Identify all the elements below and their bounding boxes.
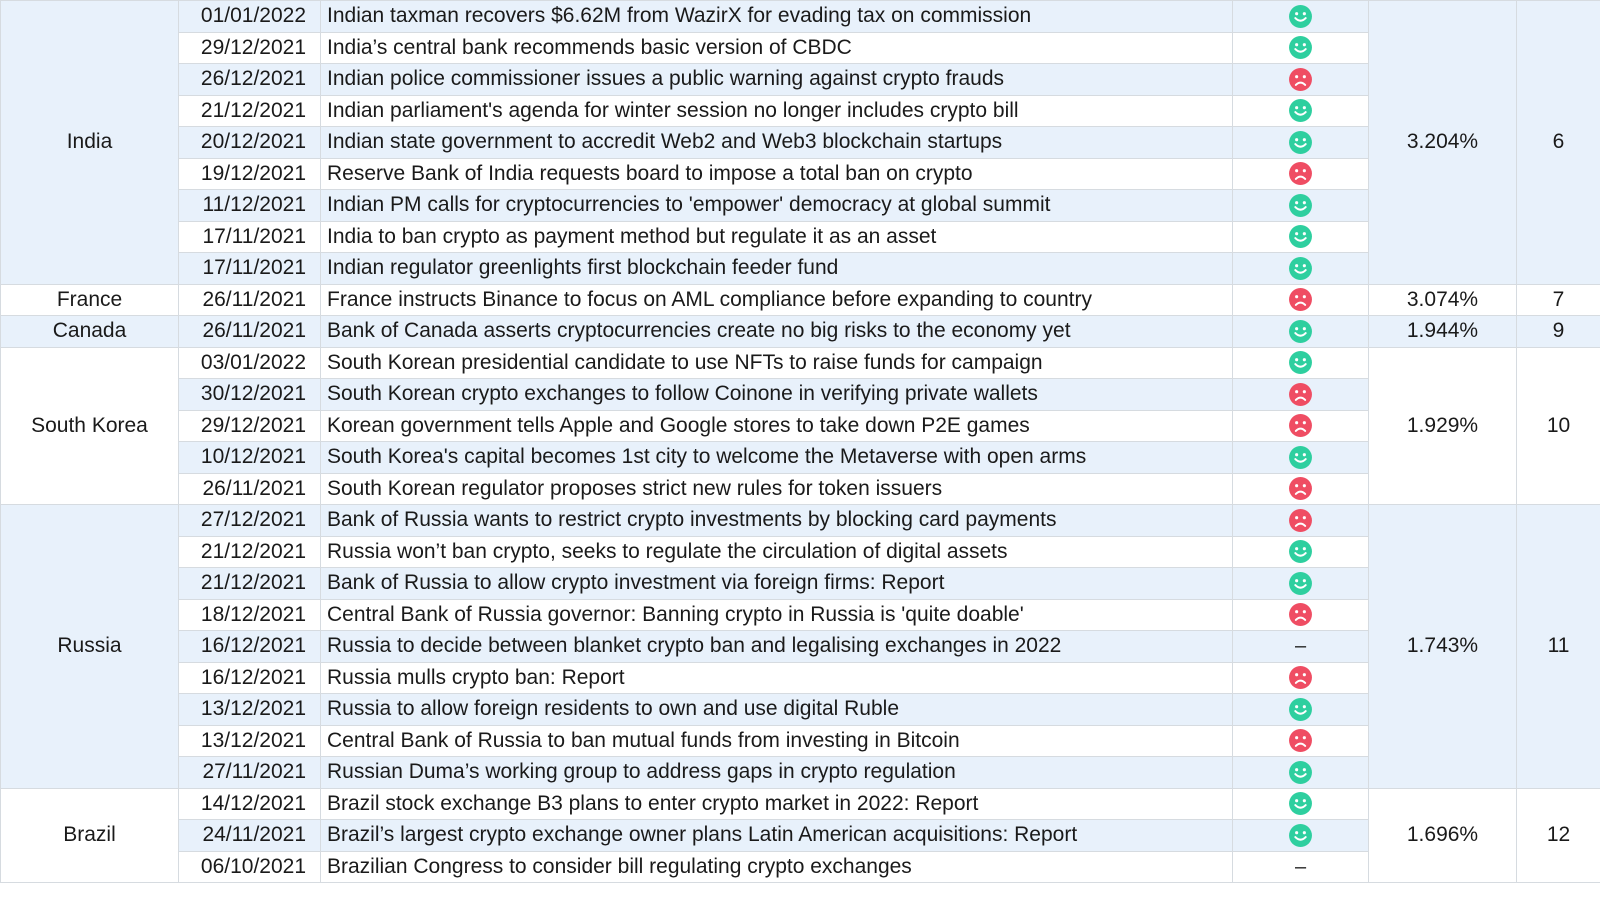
date-cell: 13/12/2021 (179, 694, 321, 726)
sad-face-icon (1288, 67, 1313, 92)
date-cell: 27/11/2021 (179, 757, 321, 789)
date-cell: 29/12/2021 (179, 32, 321, 64)
headline-cell: Russia mulls crypto ban: Report (321, 662, 1233, 694)
date-cell: 27/12/2021 (179, 505, 321, 537)
sentiment-cell (1233, 32, 1369, 64)
headline-cell: Indian police commissioner issues a public warning against crypto frauds (321, 64, 1233, 96)
rank-cell: 7 (1517, 284, 1600, 316)
smiley-face-icon (1288, 35, 1313, 60)
smiley-face-icon (1288, 823, 1313, 848)
table-row (1, 127, 1600, 159)
sentiment-cell (1233, 757, 1369, 789)
sad-face-icon (1288, 728, 1313, 753)
percent-cell: 1.929% (1369, 347, 1517, 505)
table-row (1, 442, 1600, 474)
sentiment-cell (1233, 725, 1369, 757)
table-row (1, 158, 1600, 190)
smiley-face-icon (1288, 98, 1313, 123)
headline-cell: Indian taxman recovers $6.62M from WazirX for evading tax on commission (321, 1, 1233, 33)
country-cell: France (1, 284, 179, 316)
sentiment-cell (1233, 631, 1369, 663)
date-cell: 17/11/2021 (179, 221, 321, 253)
sentiment-cell (1233, 662, 1369, 694)
headline-cell: Bank of Canada asserts cryptocurrencies create no big risks to the economy yet (321, 316, 1233, 348)
sentiment-cell (1233, 64, 1369, 96)
date-cell: 01/01/2022 (179, 1, 321, 33)
table-row (1, 379, 1600, 411)
smiley-face-icon (1288, 760, 1313, 785)
rank-cell: 6 (1517, 1, 1600, 285)
table-row (1, 757, 1600, 789)
table-row (1, 1, 1600, 33)
sentiment-cell (1233, 347, 1369, 379)
sentiment-cell (1233, 158, 1369, 190)
date-cell: 21/12/2021 (179, 95, 321, 127)
sad-face-icon (1288, 382, 1313, 407)
headline-cell: Brazil’s largest crypto exchange owner plans Latin American acquisitions: Report (321, 820, 1233, 852)
table-row (1, 505, 1600, 537)
date-cell: 24/11/2021 (179, 820, 321, 852)
date-cell: 21/12/2021 (179, 568, 321, 600)
table-row (1, 473, 1600, 505)
sentiment-cell (1233, 316, 1369, 348)
table-row (1, 221, 1600, 253)
sentiment-cell (1233, 568, 1369, 600)
sentiment-cell (1233, 379, 1369, 411)
headline-cell: Russia to allow foreign residents to own and use digital Ruble (321, 694, 1233, 726)
table-row (1, 253, 1600, 285)
headline-cell: South Korean regulator proposes strict new rules for token issuers (321, 473, 1233, 505)
date-cell: 26/11/2021 (179, 473, 321, 505)
country-cell: Brazil (1, 788, 179, 883)
table-row (1, 662, 1600, 694)
table-row (1, 694, 1600, 726)
headline-cell: Russia won’t ban crypto, seeks to regulate the circulation of digital assets (321, 536, 1233, 568)
sentiment-cell (1233, 1, 1369, 33)
headline-cell: Bank of Russia to allow crypto investment via foreign firms: Report (321, 568, 1233, 600)
headline-cell: India’s central bank recommends basic version of CBDC (321, 32, 1233, 64)
headline-cell: Brazil stock exchange B3 plans to enter crypto market in 2022: Report (321, 788, 1233, 820)
table-row (1, 788, 1600, 820)
sentiment-cell (1233, 694, 1369, 726)
smiley-face-icon (1288, 319, 1313, 344)
headline-cell: Brazilian Congress to consider bill regulating crypto exchanges (321, 851, 1233, 883)
percent-cell: 1.696% (1369, 788, 1517, 883)
date-cell: 03/01/2022 (179, 347, 321, 379)
smiley-face-icon (1288, 539, 1313, 564)
date-cell: 20/12/2021 (179, 127, 321, 159)
headline-cell: Indian parliament's agenda for winter session no longer includes crypto bill (321, 95, 1233, 127)
date-cell: 13/12/2021 (179, 725, 321, 757)
country-cell: South Korea (1, 347, 179, 505)
table-row (1, 851, 1600, 883)
headline-cell: Russian Duma’s working group to address gaps in crypto regulation (321, 757, 1233, 789)
sad-face-icon (1288, 287, 1313, 312)
table-body (1, 1, 1600, 883)
sad-face-icon (1288, 602, 1313, 627)
sad-face-icon (1288, 665, 1313, 690)
headline-cell: Russia to decide between blanket crypto ban and legalising exchanges in 2022 (321, 631, 1233, 663)
sentiment-cell (1233, 410, 1369, 442)
sad-face-icon (1288, 508, 1313, 533)
date-cell: 30/12/2021 (179, 379, 321, 411)
sentiment-cell (1233, 221, 1369, 253)
rank-cell: 10 (1517, 347, 1600, 505)
rank-cell: 11 (1517, 505, 1600, 789)
headline-cell: Indian PM calls for cryptocurrencies to 'empower' democracy at global summit (321, 190, 1233, 222)
sentiment-cell (1233, 788, 1369, 820)
sentiment-cell (1233, 851, 1369, 883)
date-cell: 26/11/2021 (179, 284, 321, 316)
table-row (1, 284, 1600, 316)
percent-cell: 3.204% (1369, 1, 1517, 285)
date-cell: 11/12/2021 (179, 190, 321, 222)
table-row (1, 410, 1600, 442)
table-row (1, 820, 1600, 852)
sentiment-cell (1233, 536, 1369, 568)
smiley-face-icon (1288, 791, 1313, 816)
sad-face-icon (1288, 476, 1313, 501)
sentiment-cell (1233, 599, 1369, 631)
date-cell: 16/12/2021 (179, 631, 321, 663)
headline-cell: India to ban crypto as payment method but regulate it as an asset (321, 221, 1233, 253)
smiley-face-icon (1288, 130, 1313, 155)
table-row (1, 32, 1600, 64)
table-row (1, 190, 1600, 222)
smiley-face-icon (1288, 256, 1313, 281)
date-cell: 29/12/2021 (179, 410, 321, 442)
table-row (1, 631, 1600, 663)
neutral-dash: – (1294, 855, 1307, 878)
percent-cell: 1.743% (1369, 505, 1517, 789)
date-cell: 26/12/2021 (179, 64, 321, 96)
table-row (1, 95, 1600, 127)
percent-cell: 3.074% (1369, 284, 1517, 316)
table-row (1, 599, 1600, 631)
date-cell: 06/10/2021 (179, 851, 321, 883)
smiley-face-icon (1288, 445, 1313, 470)
table-row (1, 725, 1600, 757)
neutral-dash: – (1294, 635, 1307, 658)
sentiment-cell (1233, 95, 1369, 127)
sentiment-cell (1233, 190, 1369, 222)
table-row (1, 568, 1600, 600)
smiley-face-icon (1288, 224, 1313, 249)
headline-cell: Central Bank of Russia governor: Banning crypto in Russia is 'quite doable' (321, 599, 1233, 631)
headline-cell: South Korea's capital becomes 1st city to welcome the Metaverse with open arms (321, 442, 1233, 474)
sad-face-icon (1288, 161, 1313, 186)
date-cell: 16/12/2021 (179, 662, 321, 694)
table-row (1, 316, 1600, 348)
headline-cell: Bank of Russia wants to restrict crypto investments by blocking card payments (321, 505, 1233, 537)
headline-cell: Indian state government to accredit Web2 and Web3 blockchain startups (321, 127, 1233, 159)
sentiment-cell (1233, 820, 1369, 852)
date-cell: 10/12/2021 (179, 442, 321, 474)
date-cell: 21/12/2021 (179, 536, 321, 568)
percent-cell: 1.944% (1369, 316, 1517, 348)
sentiment-cell (1233, 127, 1369, 159)
sentiment-cell (1233, 284, 1369, 316)
headline-cell: Korean government tells Apple and Google stores to take down P2E games (321, 410, 1233, 442)
sentiment-cell (1233, 442, 1369, 474)
headline-cell: France instructs Binance to focus on AML compliance before expanding to country (321, 284, 1233, 316)
date-cell: 26/11/2021 (179, 316, 321, 348)
smiley-face-icon (1288, 350, 1313, 375)
sad-face-icon (1288, 413, 1313, 438)
headline-cell: South Korean crypto exchanges to follow Coinone in verifying private wallets (321, 379, 1233, 411)
table-row (1, 536, 1600, 568)
country-cell: Russia (1, 505, 179, 789)
country-cell: India (1, 1, 179, 285)
table-row (1, 347, 1600, 379)
headline-cell: Reserve Bank of India requests board to impose a total ban on crypto (321, 158, 1233, 190)
sentiment-cell (1233, 473, 1369, 505)
country-cell: Canada (1, 316, 179, 348)
headline-cell: Central Bank of Russia to ban mutual funds from investing in Bitcoin (321, 725, 1233, 757)
sentiment-cell (1233, 505, 1369, 537)
date-cell: 14/12/2021 (179, 788, 321, 820)
smiley-face-icon (1288, 193, 1313, 218)
rank-cell: 12 (1517, 788, 1600, 883)
date-cell: 18/12/2021 (179, 599, 321, 631)
date-cell: 19/12/2021 (179, 158, 321, 190)
date-cell: 17/11/2021 (179, 253, 321, 285)
headline-cell: South Korean presidential candidate to use NFTs to raise funds for campaign (321, 347, 1233, 379)
rank-cell: 9 (1517, 316, 1600, 348)
sentiment-cell (1233, 253, 1369, 285)
smiley-face-icon (1288, 697, 1313, 722)
headline-cell: Indian regulator greenlights first blockchain feeder fund (321, 253, 1233, 285)
table-row (1, 64, 1600, 96)
smiley-face-icon (1288, 571, 1313, 596)
smiley-face-icon (1288, 4, 1313, 29)
